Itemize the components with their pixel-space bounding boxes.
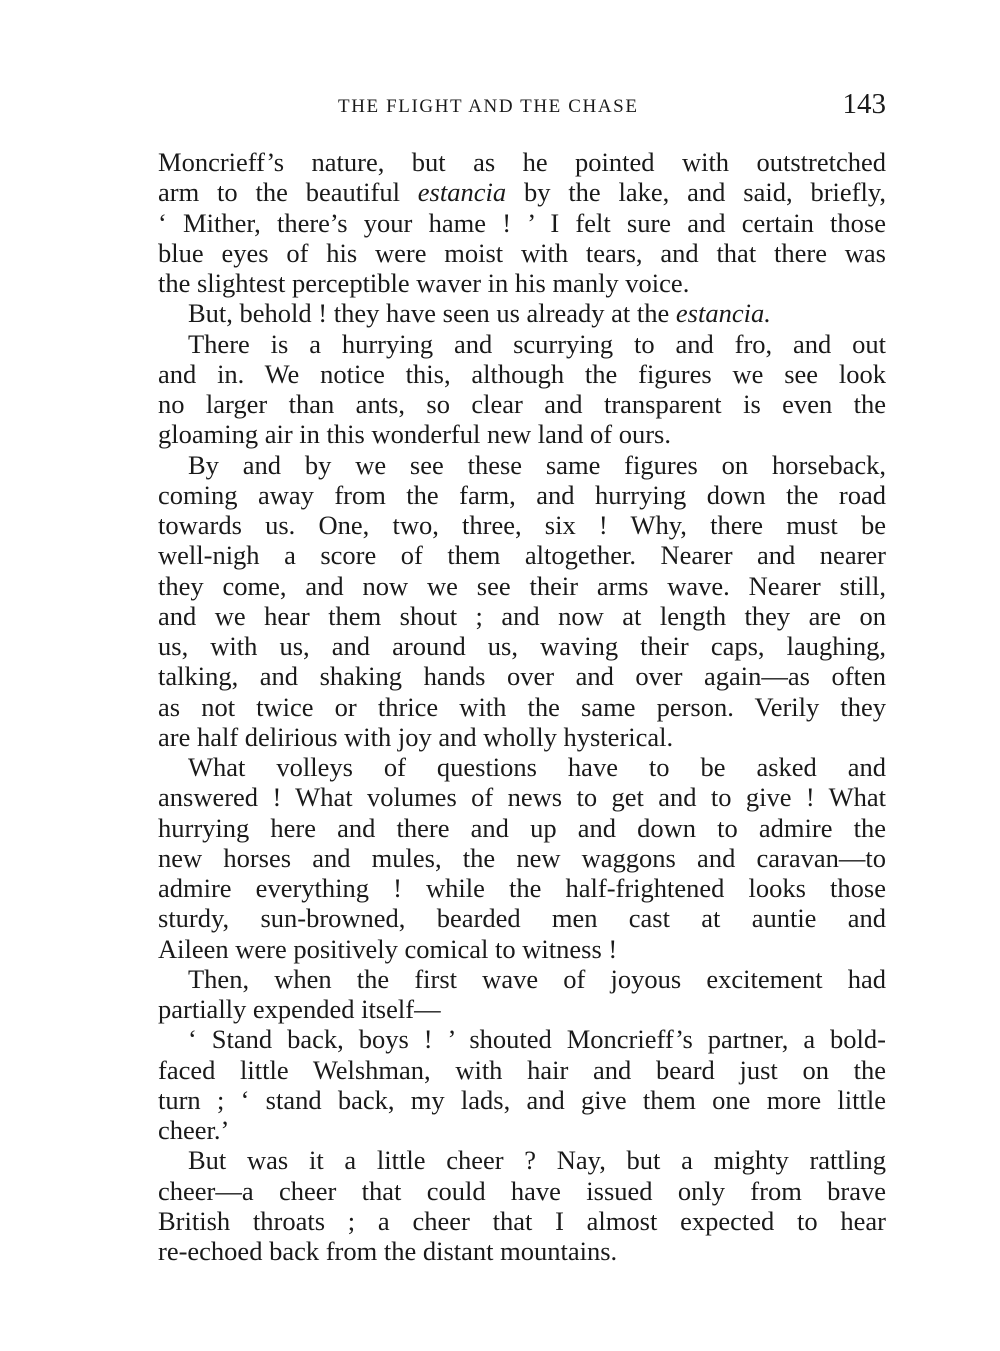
text-line-segment: British throats ; a cheer that I almost expected to hear [158, 1205, 886, 1236]
text-line-segment: admire everything ! while the half-frightened looks those [158, 873, 886, 903]
text-line-segment: But was it a little cheer ? Nay, but a mighty rattling [188, 1145, 886, 1176]
text-line-segment: talking, and shaking hands over and over again—as often [158, 661, 886, 692]
text-line-segment: sturdy, sun-browned, bearded men cast at auntie and [158, 903, 886, 934]
text-line-segment: There is a hurrying and scurrying to and fro, and out [188, 328, 886, 359]
text-line [158, 238, 886, 268]
text-line [158, 873, 886, 903]
text-line-segment: by the lake, and said, briefly, [506, 177, 886, 208]
text-line [158, 1115, 886, 1145]
text-line-segment: By and by we see these same figures on horseback, [188, 449, 886, 480]
text-line [158, 813, 886, 843]
page-number: 143 [842, 88, 886, 120]
text-line-segment: arm to the beautiful [158, 177, 418, 208]
text-line [158, 389, 886, 419]
text-line [158, 782, 886, 812]
text-line-segment: answered ! What volumes of news to get and to give ! What [158, 782, 886, 813]
text-line [158, 1085, 886, 1115]
text-line-segment: blue eyes of his were moist with tears, and that there was [158, 237, 886, 268]
italic-word: estancia. [675, 298, 771, 329]
text-line-segment: and we hear them shout ; and now at length they are on [158, 600, 886, 631]
text-line-segment: us, with us, and around us, waving their caps, laughing, [158, 631, 886, 661]
text-line [158, 177, 886, 207]
text-line [158, 480, 886, 510]
page-header [158, 88, 886, 128]
text-line [158, 661, 886, 691]
text-line-segment: are half delirious with joy and wholly hysterical. [158, 721, 674, 752]
text-line-segment: towards us. One, two, three, six ! Why, there must be [158, 510, 886, 540]
text-line [158, 994, 886, 1024]
text-line-segment: turn ; ‘ stand back, my lads, and give them one more little [158, 1084, 886, 1115]
text-line-segment: the slightest perceptible waver in his manly voice. [158, 268, 690, 298]
text-line-segment: re-echoed back from the distant mountains. [158, 1236, 618, 1266]
text-line-segment: well-nigh a score of them altogether. Nearer and nearer [158, 540, 886, 571]
text-line [158, 722, 886, 752]
text-line-segment: coming away from the farm, and hurrying down the road [158, 479, 886, 510]
running-title: THE FLIGHT AND THE CHASE [338, 96, 639, 117]
text-line [158, 1236, 886, 1266]
text-line-segment: ‘ Stand back, boys ! ’ shouted Moncrieff’s partner, a bold- [188, 1024, 886, 1055]
text-line [158, 1055, 886, 1085]
text-line-segment: gloaming air in this wonderful new land of ours. [158, 419, 671, 450]
text-line [158, 964, 886, 994]
text-line [158, 510, 886, 540]
text-line [158, 843, 886, 873]
text-line [158, 208, 886, 238]
text-line [158, 419, 886, 449]
text-line [158, 1145, 886, 1175]
text-line-segment: and in. We notice this, although the figures we see look [158, 358, 886, 389]
italic-word: estancia [417, 177, 507, 208]
text-line-segment: Aileen were positively comical to witness ! [158, 933, 618, 964]
text-line [158, 268, 886, 298]
text-line [158, 359, 886, 389]
text-line-segment: cheer—a cheer that could have issued only from brave [158, 1175, 886, 1206]
text-line [158, 1024, 886, 1054]
text-line-segment: as not twice or thrice with the same person. Verily they [158, 691, 886, 722]
text-line [158, 540, 886, 570]
text-line [158, 934, 886, 964]
text-line [158, 1176, 886, 1206]
text-line [158, 450, 886, 480]
text-line-segment: But, behold ! they have seen us already at the [188, 298, 676, 329]
text-line-segment: partially expended itself— [158, 994, 441, 1024]
text-line [158, 1206, 886, 1236]
text-line-segment: cheer.’ [158, 1115, 230, 1145]
text-line-segment: no larger than ants, so clear and transparent is even the [158, 389, 886, 419]
text-line-segment: Then, when the first wave of joyous excitement had [188, 963, 886, 994]
text-line-segment: Moncrieff’s nature, but as he pointed with outstretched [158, 147, 886, 177]
text-line [158, 298, 886, 328]
text-line [158, 903, 886, 933]
text-line-segment: they come, and now we see their arms wave. Nearer still, [158, 570, 886, 601]
text-line [158, 571, 886, 601]
body-text [158, 147, 886, 1266]
text-line [158, 752, 886, 782]
text-line [158, 147, 886, 177]
text-line [158, 329, 886, 359]
text-line-segment: What volleys of questions have to be asked and [188, 752, 886, 782]
text-line [158, 601, 886, 631]
text-line-segment: hurrying here and there and up and down to admire the [158, 812, 886, 843]
text-line [158, 692, 886, 722]
text-line-segment: new horses and mules, the new waggons and caravan—to [158, 842, 886, 873]
text-line [158, 631, 886, 661]
text-line-segment: faced little Welshman, with hair and beard just on the [158, 1054, 886, 1085]
text-line-segment: ‘ Mither, there’s your hame ! ’ I felt sure and certain those [158, 207, 886, 238]
